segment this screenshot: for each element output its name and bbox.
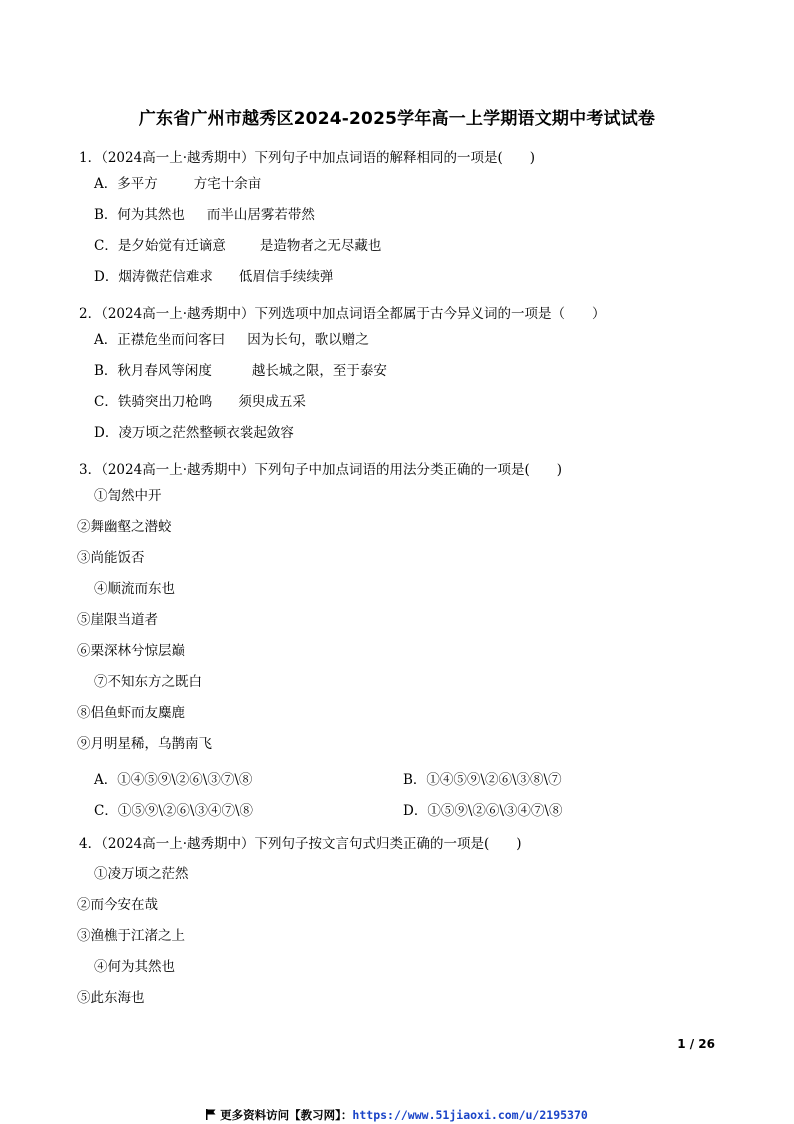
question-source: （2024高一上·越秀期中） bbox=[101, 306, 255, 322]
question-text: 下列句子按文言句式归类正确的一项是( ) bbox=[254, 836, 522, 852]
q4-item: ②而今安在哉 bbox=[77, 897, 158, 913]
q3-item: ①訇然中开 bbox=[94, 488, 162, 504]
question-text: 下列句子中加点词语的用法分类正确的一项是( ) bbox=[254, 462, 563, 478]
question-text: 下列选项中加点词语全都属于古今异义词的一项是（ ） bbox=[254, 306, 606, 322]
q1-option-b[interactable]: B．何为其然也 而半山居雾若带然 bbox=[94, 207, 315, 223]
question-source: （2024高一上·越秀期中） bbox=[101, 836, 255, 852]
footer-link[interactable]: https://www.51jiaoxi.com/u/2195370 bbox=[352, 1108, 588, 1122]
question-number: 1． bbox=[79, 150, 102, 166]
question-source: （2024高一上·越秀期中） bbox=[101, 462, 255, 478]
q2-option-b[interactable]: B．秋月春风等闲度 越长城之限，至于泰安 bbox=[94, 363, 387, 379]
question-2-stem bbox=[79, 302, 606, 322]
q4-item: ①凌万顷之茫然 bbox=[94, 866, 189, 882]
question-1-stem bbox=[79, 146, 535, 166]
q3-item: ⑤崖限当道者 bbox=[77, 612, 158, 628]
footer bbox=[0, 1107, 794, 1123]
q3-item: ⑨月明星稀，乌鹊南飞 bbox=[77, 736, 212, 752]
question-number: 2． bbox=[79, 306, 102, 322]
q3-option-a[interactable]: A．①④⑤⑨\②⑥\③⑦\⑧ bbox=[94, 772, 253, 788]
page-title: 广东省广州市越秀区2024-2025学年高一上学期语文期中考试试卷 bbox=[138, 109, 656, 129]
q3-item: ⑦不知东方之既白 bbox=[94, 674, 202, 690]
question-4-stem bbox=[79, 832, 522, 852]
q2-option-d[interactable]: D．凌万顷之茫然整顿衣裳起敛容 bbox=[94, 425, 294, 441]
q4-item: ⑤此东海也 bbox=[77, 990, 145, 1006]
question-number: 4． bbox=[79, 836, 102, 852]
q3-item: ③尚能饭否 bbox=[77, 550, 145, 566]
question-3-stem bbox=[79, 458, 562, 478]
footer-prefix: 更多资料访问【教习网】： bbox=[220, 1108, 353, 1122]
q3-item: ⑧侣鱼虾而友麋鹿 bbox=[77, 705, 185, 721]
q2-option-a[interactable]: A．正襟危坐而问客曰 因为长句，歌以赠之 bbox=[94, 332, 369, 348]
flag-icon bbox=[206, 1109, 216, 1123]
q3-option-d[interactable]: D．①⑤⑨\②⑥\③④⑦\⑧ bbox=[403, 803, 563, 819]
q3-item: ④顺流而东也 bbox=[94, 581, 175, 597]
q3-option-c[interactable]: C．①⑤⑨\②⑥\③④⑦\⑧ bbox=[94, 803, 253, 819]
q4-item: ③渔樵于江渚之上 bbox=[77, 928, 185, 944]
page-number: 1 / 26 bbox=[677, 1037, 715, 1051]
q2-option-c[interactable]: C．铁骑突出刀枪鸣 须臾成五采 bbox=[94, 394, 306, 410]
question-source: （2024高一上·越秀期中） bbox=[101, 150, 255, 166]
q3-option-b[interactable]: B．①④⑤⑨\②⑥\③⑧\⑦ bbox=[403, 772, 562, 788]
q4-item: ④何为其然也 bbox=[94, 959, 175, 975]
question-text: 下列句子中加点词语的解释相同的一项是( ) bbox=[254, 150, 536, 166]
q1-option-a[interactable]: A．多平方 方宅十余亩 bbox=[94, 176, 262, 192]
q1-option-d[interactable]: D．烟涛微茫信难求 低眉信手续续弹 bbox=[94, 269, 334, 285]
question-number: 3． bbox=[79, 462, 102, 478]
q3-item: ⑥栗深林兮惊层巅 bbox=[77, 643, 185, 659]
q1-option-c[interactable]: C．是夕始觉有迁谪意 是造物者之无尽藏也 bbox=[94, 238, 382, 254]
q3-item: ②舞幽壑之潜蛟 bbox=[77, 519, 172, 535]
